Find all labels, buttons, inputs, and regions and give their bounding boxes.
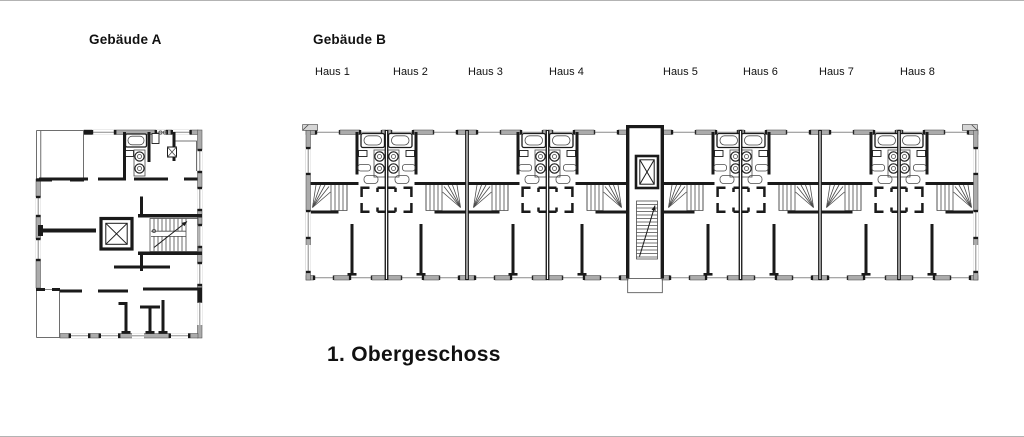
- haus-4-label: Haus 4: [549, 66, 584, 78]
- house-unit-haus-3: [467, 130, 547, 281]
- haus-6-label: Haus 6: [743, 66, 778, 78]
- balcony-bottom-left: [36, 288, 60, 337]
- building-b-plan: [296, 117, 990, 303]
- haus-1-label: Haus 1: [315, 66, 350, 78]
- house-unit-haus-6: [740, 130, 820, 281]
- kitchen-counter: [176, 141, 197, 171]
- balcony-top-left: [36, 131, 84, 182]
- house-unit-haus-1: [306, 130, 386, 281]
- building-b-elevator: [636, 156, 658, 188]
- house-unit-haus-4: [548, 130, 628, 281]
- party-walls: [385, 130, 901, 280]
- building-a-plan: [30, 119, 210, 347]
- haus-3-label: Haus 3: [468, 66, 503, 78]
- building-a-elevator: [101, 219, 132, 250]
- haus-5-label: Haus 5: [663, 66, 698, 78]
- washer-icon: [168, 147, 177, 157]
- house-unit-haus-7: [820, 130, 900, 281]
- building-a-stairwell: [138, 197, 202, 272]
- entry-vestibule: [628, 279, 663, 293]
- corner-notch: [962, 125, 977, 131]
- house-unit-haus-5: [662, 130, 742, 281]
- building-a-title: Gebäude A: [89, 32, 162, 47]
- corner-notch: [303, 125, 318, 131]
- floor-label: 1. Obergeschoss: [327, 343, 501, 366]
- building-a-bathroom-fixtures: [126, 131, 197, 176]
- house-unit-haus-8: [898, 130, 978, 281]
- building-b-title: Gebäude B: [313, 32, 387, 47]
- haus-7-label: Haus 7: [819, 66, 854, 78]
- haus-2-label: Haus 2: [393, 66, 428, 78]
- house-unit-haus-2: [387, 130, 467, 281]
- haus-8-label: Haus 8: [900, 66, 935, 78]
- building-b-core: [626, 125, 664, 293]
- building-b-stair: [637, 201, 658, 259]
